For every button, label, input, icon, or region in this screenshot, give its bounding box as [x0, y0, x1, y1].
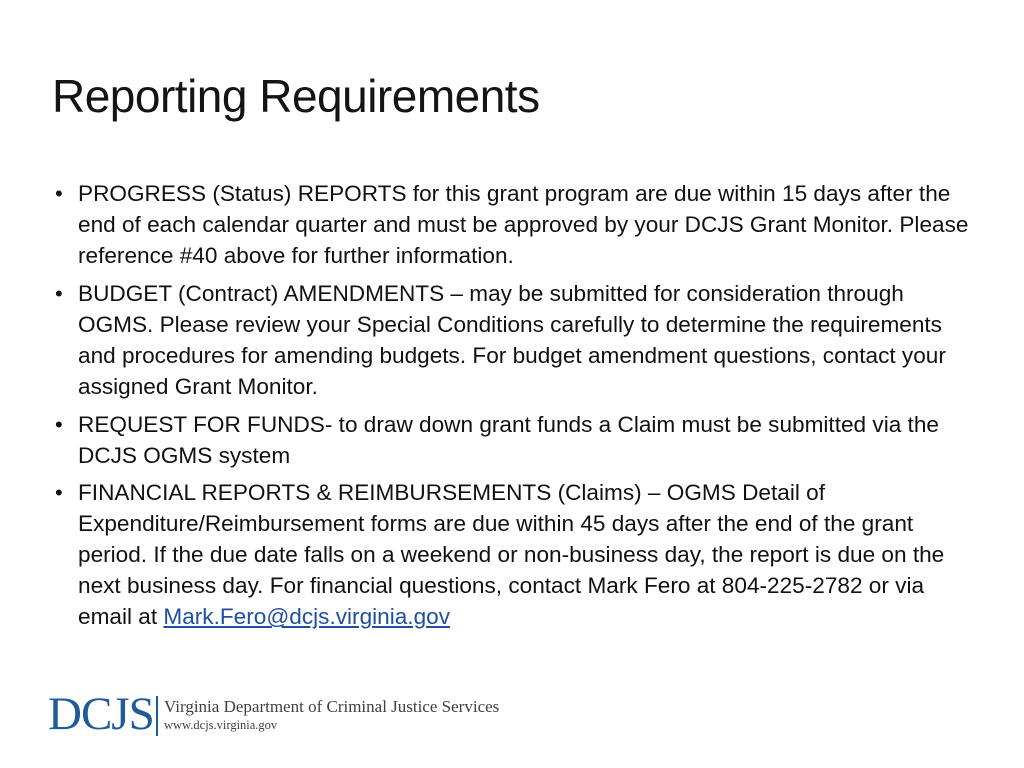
agency-url: www.dcjs.virginia.gov: [164, 718, 278, 732]
slide-title: Reporting Requirements: [52, 70, 540, 122]
bullet-marker: •: [55, 181, 63, 206]
agency-name: Virginia Department of Criminal Justice Services: [164, 697, 500, 716]
requirements-list: [50, 178, 970, 639]
logo-divider: [156, 696, 158, 736]
bullet-text: BUDGET (Contract) AMENDMENTS – may be submitted for consideration through OGMS. Please review your Special Conditions carefully to determine the requirements and procedures for amending budgets. For budget amendment questions, contact your assigned Grant Monitor.: [78, 280, 946, 399]
bullet-marker: •: [55, 411, 63, 437]
bullet-text: REQUEST FOR FUNDS- to draw down grant funds a Claim must be submitted via the DCJS OGMS system: [78, 411, 939, 468]
bullet-request-for-funds: [50, 409, 970, 471]
logo-wordmark: DCJS: [48, 688, 154, 740]
bullet-progress-reports: [50, 178, 970, 271]
bullet-marker: •: [55, 480, 63, 506]
bullet-text: FINANCIAL REPORTS & REIMBURSEMENTS (Claims) – OGMS Detail of Expenditure/Reimbursement forms are due within 45 days after the end of the grant period. If the due date falls on a weekend or non-business day, the report is due on the next business day. For financial questions, contact Mark Fero at 804-225-2782 or via email at: [78, 480, 945, 630]
bullet-financial-reports: [50, 477, 970, 632]
bullet-text: PROGRESS (Status) REPORTS for this grant program are due within 15 days after the end of each calendar quarter and must be approved by your DCJS Grant Monitor. Please reference #40 above for further information.: [78, 181, 969, 268]
bullet-budget-amendments: [50, 278, 970, 402]
bullet-marker: •: [55, 280, 63, 306]
email-link[interactable]: Mark.Fero@dcjs.virginia.gov: [163, 604, 451, 630]
dcjs-logo: [48, 688, 508, 742]
